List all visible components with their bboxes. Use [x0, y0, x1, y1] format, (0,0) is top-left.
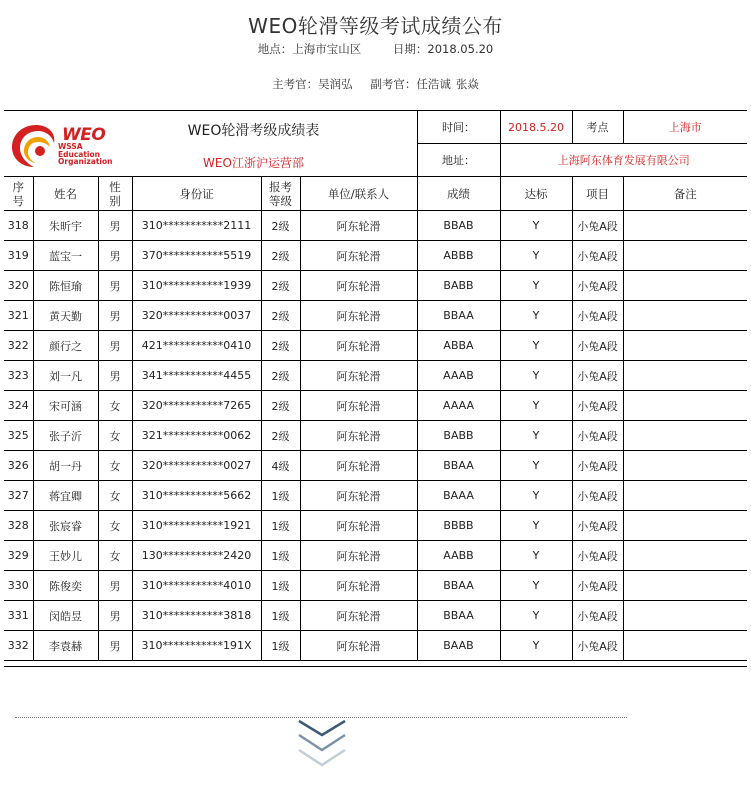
cell-sex: 女 [98, 391, 132, 421]
col-score: 成绩 [417, 177, 500, 211]
cell-sex: 男 [98, 301, 132, 331]
logo-subtitle: WSSA Education Organization [58, 142, 113, 166]
cell-name: 宋可涵 [33, 391, 98, 421]
cell-level: 2级 [261, 331, 300, 361]
cell-name: 刘一凡 [33, 361, 98, 391]
cell-name: 蓝宝一 [33, 241, 98, 271]
table-row [4, 421, 747, 451]
cell-score: BBAA [417, 571, 500, 601]
date-text: 日期：2018.05.20 [392, 42, 494, 56]
weo-logo [10, 121, 130, 169]
table-row [4, 241, 747, 271]
cell-score: ABBA [417, 331, 500, 361]
cell-level: 2级 [261, 241, 300, 271]
cell-score: BBAB [417, 211, 500, 241]
cell-no: 318 [4, 211, 33, 241]
deputy-examiner-2-text: 张焱 [455, 77, 479, 91]
col-id: 身份证 [132, 177, 261, 211]
cell-level: 1级 [261, 481, 300, 511]
cell-id: 370***********5519 [132, 241, 261, 271]
cell-no: 325 [4, 421, 33, 451]
cell-sex: 男 [98, 331, 132, 361]
cell-score: BABB [417, 421, 500, 451]
cell-unit: 阿东轮滑 [300, 301, 417, 331]
cell-level: 1级 [261, 631, 300, 661]
time-value: 2018.5.20 [500, 111, 572, 144]
cell-name: 颜行之 [33, 331, 98, 361]
cell-unit: 阿东轮滑 [300, 601, 417, 631]
cell-score: BAAB [417, 631, 500, 661]
cell-level: 2级 [261, 271, 300, 301]
cell-unit: 阿东轮滑 [300, 631, 417, 661]
cell-id: 421***********0410 [132, 331, 261, 361]
cell-name: 王妙儿 [33, 541, 98, 571]
table-row [4, 631, 747, 661]
cell-pass: Y [500, 211, 572, 241]
column-header-row [4, 177, 747, 211]
address-label: 地址： [417, 144, 500, 177]
examiners-line [0, 76, 751, 92]
cell-pass: Y [500, 511, 572, 541]
cell-level: 2级 [261, 301, 300, 331]
time-label: 时间： [417, 111, 500, 144]
col-sex: 性 别 [98, 177, 132, 211]
cell-sex: 女 [98, 541, 132, 571]
cell-name: 胡一丹 [33, 451, 98, 481]
cell-no: 331 [4, 601, 33, 631]
cell-name: 蒋宜卿 [33, 481, 98, 511]
address-value: 上海阿东体育发展有限公司 [500, 144, 747, 177]
cell-item: 小兔A段 [572, 481, 623, 511]
col-note: 备注 [623, 177, 747, 211]
weo-swirl-icon [10, 121, 62, 169]
cell-item: 小兔A段 [572, 511, 623, 541]
cell-note [623, 571, 747, 601]
cell-sex: 男 [98, 631, 132, 661]
cell-score: BBAA [417, 601, 500, 631]
cell-sex: 女 [98, 481, 132, 511]
cell-pass: Y [500, 331, 572, 361]
cell-pass: Y [500, 481, 572, 511]
cell-note [623, 301, 747, 331]
col-name: 姓名 [33, 177, 98, 211]
cell-unit: 阿东轮滑 [300, 481, 417, 511]
cell-pass: Y [500, 391, 572, 421]
cell-note [623, 271, 747, 301]
cell-pass: Y [500, 421, 572, 451]
table-row [4, 211, 747, 241]
cell-name: 闵皓昱 [33, 601, 98, 631]
cell-note [623, 451, 747, 481]
cell-unit: 阿东轮滑 [300, 391, 417, 421]
cell-note [623, 631, 747, 661]
cell-no: 327 [4, 481, 33, 511]
table-row [4, 271, 747, 301]
cell-id: 320***********7265 [132, 391, 261, 421]
table-body [4, 211, 747, 661]
table-row [4, 301, 747, 331]
cell-sex: 女 [98, 421, 132, 451]
cell-level: 2级 [261, 211, 300, 241]
cell-note [623, 241, 747, 271]
cell-item: 小兔A段 [572, 241, 623, 271]
cell-no: 332 [4, 631, 33, 661]
cell-level: 1级 [261, 571, 300, 601]
cell-no: 322 [4, 331, 33, 361]
cell-pass: Y [500, 571, 572, 601]
cell-sex: 男 [98, 241, 132, 271]
cell-unit: 阿东轮滑 [300, 271, 417, 301]
cell-score: BAAA [417, 481, 500, 511]
cell-score: ABBB [417, 241, 500, 271]
cell-id: 310***********2111 [132, 211, 261, 241]
table-row [4, 391, 747, 421]
cell-id: 320***********0027 [132, 451, 261, 481]
cell-no: 326 [4, 451, 33, 481]
cell-sex: 女 [98, 451, 132, 481]
cell-score: BBBB [417, 511, 500, 541]
table-row [4, 361, 747, 391]
cell-note [623, 481, 747, 511]
table-row [4, 451, 747, 481]
cell-item: 小兔A段 [572, 631, 623, 661]
cell-name: 陈俊奕 [33, 571, 98, 601]
cell-unit: 阿东轮滑 [300, 241, 417, 271]
triple-chevron-down-icon[interactable] [295, 717, 349, 777]
cell-no: 328 [4, 511, 33, 541]
cell-level: 2级 [261, 421, 300, 451]
cell-pass: Y [500, 361, 572, 391]
col-level: 报考 等级 [261, 177, 300, 211]
cell-unit: 阿东轮滑 [300, 211, 417, 241]
cell-name: 陈恒瑜 [33, 271, 98, 301]
cell-id: 321***********0062 [132, 421, 261, 451]
cell-sex: 男 [98, 601, 132, 631]
cell-note [623, 601, 747, 631]
col-item: 项目 [572, 177, 623, 211]
cell-id: 320***********0037 [132, 301, 261, 331]
cell-item: 小兔A段 [572, 451, 623, 481]
cell-id: 130***********2420 [132, 541, 261, 571]
cell-unit: 阿东轮滑 [300, 571, 417, 601]
cell-pass: Y [500, 241, 572, 271]
cell-unit: 阿东轮滑 [300, 541, 417, 571]
cell-score: AAAA [417, 391, 500, 421]
cell-id: 310***********1921 [132, 511, 261, 541]
deputy-examiner-text: 副考官：任浩诚 [370, 77, 451, 91]
cell-no: 329 [4, 541, 33, 571]
cell-score: AABB [417, 541, 500, 571]
cell-unit: 阿东轮滑 [300, 511, 417, 541]
cell-level: 4级 [261, 451, 300, 481]
page-title: WEO轮滑等级考试成绩公布 [248, 14, 503, 38]
cell-item: 小兔A段 [572, 421, 623, 451]
table-row [4, 541, 747, 571]
cell-note [623, 361, 747, 391]
cell-note [623, 391, 747, 421]
cell-name: 张子沂 [33, 421, 98, 451]
cell-item: 小兔A段 [572, 541, 623, 571]
col-pass: 达标 [500, 177, 572, 211]
cell-item: 小兔A段 [572, 331, 623, 361]
table-row [4, 571, 747, 601]
col-unit: 单位/联系人 [300, 177, 417, 211]
cell-pass: Y [500, 631, 572, 661]
cell-no: 324 [4, 391, 33, 421]
location-date-line [0, 41, 751, 57]
cell-score: AAAB [417, 361, 500, 391]
cell-pass: Y [500, 451, 572, 481]
score-sheet [4, 110, 747, 667]
cell-sex: 男 [98, 271, 132, 301]
logo-brand: WEO [62, 125, 106, 145]
cell-pass: Y [500, 301, 572, 331]
cell-id: 341***********4455 [132, 361, 261, 391]
table-row [4, 511, 747, 541]
cell-id: 310***********5662 [132, 481, 261, 511]
cell-note [623, 541, 747, 571]
chief-examiner-text: 主考官：吴润弘 [272, 77, 353, 91]
cell-unit: 阿东轮滑 [300, 331, 417, 361]
cell-sex: 女 [98, 511, 132, 541]
venue-label: 考点 [572, 111, 623, 144]
cell-no: 320 [4, 271, 33, 301]
cell-item: 小兔A段 [572, 601, 623, 631]
cell-note [623, 211, 747, 241]
branch-name: WEO江浙沪运营部 [203, 156, 304, 170]
cell-pass: Y [500, 541, 572, 571]
cell-no: 330 [4, 571, 33, 601]
cell-score: BABB [417, 271, 500, 301]
cell-sex: 男 [98, 571, 132, 601]
cell-item: 小兔A段 [572, 391, 623, 421]
cell-note [623, 421, 747, 451]
cell-level: 1级 [261, 601, 300, 631]
cell-level: 1级 [261, 541, 300, 571]
table-row [4, 481, 747, 511]
logo-title-cell [4, 111, 320, 177]
cell-id: 310***********1939 [132, 271, 261, 301]
cell-sex: 男 [98, 361, 132, 391]
cell-pass: Y [500, 271, 572, 301]
cell-name: 李袁赫 [33, 631, 98, 661]
cell-item: 小兔A段 [572, 571, 623, 601]
cell-name: 朱昕宇 [33, 211, 98, 241]
cell-id: 310***********191X [132, 631, 261, 661]
cell-no: 321 [4, 301, 33, 331]
cell-name: 张宸睿 [33, 511, 98, 541]
cell-item: 小兔A段 [572, 271, 623, 301]
cell-unit: 阿东轮滑 [300, 421, 417, 451]
cell-id: 310***********3818 [132, 601, 261, 631]
cell-item: 小兔A段 [572, 361, 623, 391]
location-text: 地点：上海市宝山区 [257, 42, 362, 56]
table-row [4, 601, 747, 631]
sheet-title: WEO轮滑考级成绩表 [187, 123, 320, 139]
cell-sex: 男 [98, 211, 132, 241]
cell-name: 黄天勤 [33, 301, 98, 331]
cell-item: 小兔A段 [572, 301, 623, 331]
cell-note [623, 511, 747, 541]
cell-unit: 阿东轮滑 [300, 361, 417, 391]
cell-note [623, 331, 747, 361]
col-no: 序 号 [4, 177, 33, 211]
cell-level: 2级 [261, 391, 300, 421]
sheet-header-row-1 [4, 111, 747, 144]
cell-unit: 阿东轮滑 [300, 451, 417, 481]
cell-level: 1级 [261, 511, 300, 541]
venue-value: 上海市 [623, 111, 747, 144]
cell-id: 310***********4010 [132, 571, 261, 601]
cell-pass: Y [500, 601, 572, 631]
cell-no: 319 [4, 241, 33, 271]
cell-score: BBAA [417, 301, 500, 331]
cell-level: 2级 [261, 361, 300, 391]
score-table [4, 111, 747, 661]
cell-score: BBAA [417, 451, 500, 481]
cell-item: 小兔A段 [572, 211, 623, 241]
cell-no: 323 [4, 361, 33, 391]
table-row [4, 331, 747, 361]
